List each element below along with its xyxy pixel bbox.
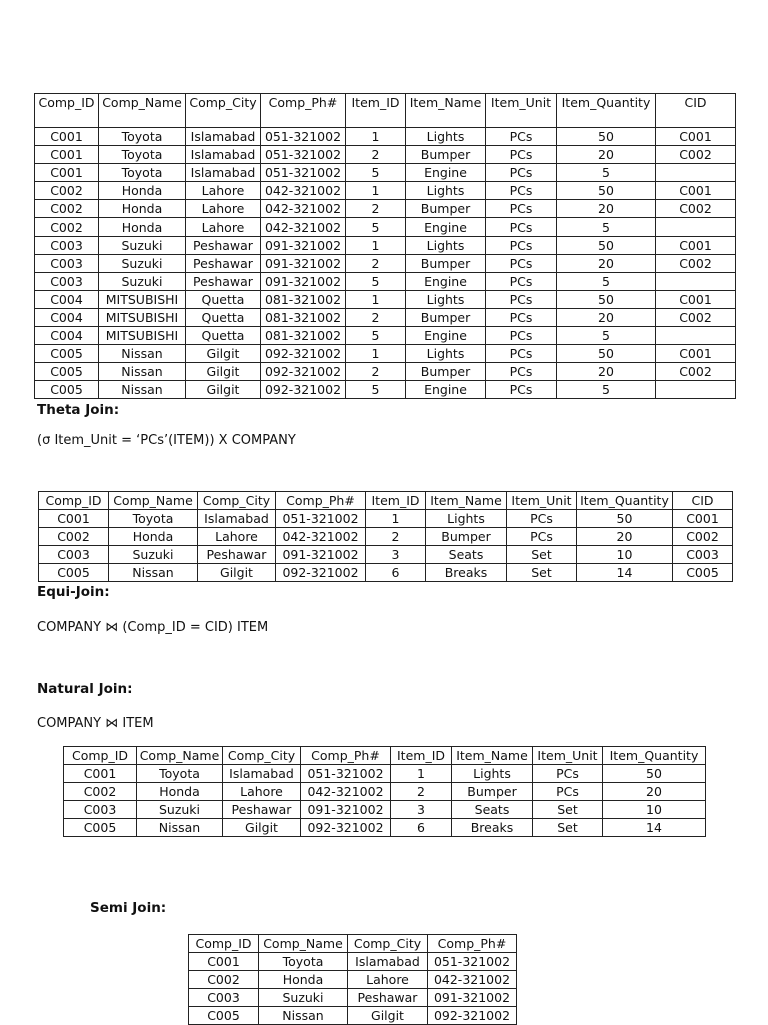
table-cell: Peshawar [186, 272, 261, 290]
table-cell: 091-321002 [276, 546, 366, 564]
table-cell: Engine [406, 272, 486, 290]
table-cell: Engine [406, 327, 486, 345]
column-header: CID [656, 94, 736, 128]
table-cell: 14 [577, 564, 673, 582]
table-cell: 5 [346, 218, 406, 236]
table-cell: PCs [486, 363, 557, 381]
table-cell: Toyota [259, 953, 348, 971]
table-cell: C005 [673, 564, 733, 582]
column-header: Item_Name [426, 492, 507, 510]
column-header: Item_Quantity [603, 747, 706, 765]
natural-join-heading: Natural Join: [37, 681, 133, 697]
table-cell: Toyota [99, 146, 186, 164]
column-header: Comp_Name [99, 94, 186, 128]
table-cell: Toyota [109, 510, 198, 528]
table-row [39, 510, 733, 528]
table-cell: Peshawar [186, 236, 261, 254]
column-header: Item_Unit [533, 747, 603, 765]
semi-join-table [188, 934, 517, 1025]
table-cell: 6 [366, 564, 426, 582]
table-cell: 042-321002 [428, 971, 517, 989]
theta-join-table [38, 491, 733, 582]
table-cell: C005 [64, 819, 137, 837]
column-header: Comp_Ph# [261, 94, 346, 128]
table-cell: Honda [99, 218, 186, 236]
equi-join-heading: Equi-Join: [37, 584, 110, 600]
table-cell: Suzuki [109, 546, 198, 564]
table-cell: C004 [35, 308, 99, 326]
table-cell: 20 [603, 783, 706, 801]
table-cell: 20 [557, 254, 656, 272]
table-cell: Engine [406, 164, 486, 182]
table-cell: C001 [35, 128, 99, 146]
table-cell: 092-321002 [301, 819, 391, 837]
column-header: Comp_City [198, 492, 276, 510]
table-cell: Lahore [186, 218, 261, 236]
table-cell: Gilgit [186, 381, 261, 399]
table-cell: PCs [486, 218, 557, 236]
table-cell: Lights [406, 290, 486, 308]
table-row [35, 345, 736, 363]
table-cell: Islamabad [198, 510, 276, 528]
table-cell: 2 [346, 254, 406, 272]
table-cell: 20 [557, 200, 656, 218]
table-cell: 042-321002 [261, 218, 346, 236]
table-cell: PCs [486, 272, 557, 290]
table-cell: 5 [557, 164, 656, 182]
table-cell: 091-321002 [261, 254, 346, 272]
table-cell: 3 [391, 801, 452, 819]
table-cell: Lights [452, 765, 533, 783]
table-cell: C004 [35, 290, 99, 308]
table-cell: 081-321002 [261, 308, 346, 326]
table-cell: Gilgit [186, 345, 261, 363]
table-row [64, 801, 706, 819]
table-cell: 042-321002 [276, 528, 366, 546]
table-cell: C002 [64, 783, 137, 801]
table-cell: 50 [557, 128, 656, 146]
table-cell: PCs [486, 236, 557, 254]
table-cell: 5 [346, 164, 406, 182]
table-cell: Peshawar [186, 254, 261, 272]
table-cell: Suzuki [137, 801, 223, 819]
table-cell: 051-321002 [301, 765, 391, 783]
table-cell: 1 [346, 236, 406, 254]
table-cell [656, 327, 736, 345]
column-header: Item_Unit [486, 94, 557, 128]
table-cell: Bumper [452, 783, 533, 801]
table-row [35, 236, 736, 254]
table-cell: PCs [486, 182, 557, 200]
table-cell: Lahore [186, 200, 261, 218]
equi-join-expression: COMPANY ⋈ (Comp_ID = CID) ITEM [37, 620, 269, 635]
table-cell: 5 [557, 327, 656, 345]
table-cell: 2 [346, 146, 406, 164]
table-cell: C003 [35, 254, 99, 272]
table-cell: Lahore [223, 783, 301, 801]
table-header-row [189, 935, 517, 953]
table-cell: 1 [346, 128, 406, 146]
column-header: Comp_ID [64, 747, 137, 765]
table-cell: 2 [391, 783, 452, 801]
table-cell: C003 [673, 546, 733, 564]
table-cell: 50 [557, 182, 656, 200]
table-cell: 091-321002 [261, 236, 346, 254]
table-cell: C001 [656, 182, 736, 200]
table-cell: Set [507, 546, 577, 564]
table-cell: C002 [673, 528, 733, 546]
table-cell: 5 [346, 327, 406, 345]
table-cell: Seats [426, 546, 507, 564]
table-cell: Quetta [186, 290, 261, 308]
table-cell: C001 [656, 345, 736, 363]
table-cell: Quetta [186, 308, 261, 326]
table-cell: C003 [39, 546, 109, 564]
table-cell: MITSUBISHI [99, 308, 186, 326]
table-cell: PCs [533, 765, 603, 783]
table-cell: 20 [557, 308, 656, 326]
table-cell: Honda [99, 200, 186, 218]
table-cell: Nissan [99, 363, 186, 381]
table-cell: PCs [486, 254, 557, 272]
table-cell: C002 [189, 971, 259, 989]
table-cell: 3 [366, 546, 426, 564]
table-cell: 5 [557, 381, 656, 399]
table-cell: C005 [35, 381, 99, 399]
table-cell: Peshawar [348, 989, 428, 1007]
table-cell: C002 [656, 254, 736, 272]
table-cell: 051-321002 [276, 510, 366, 528]
table-cell: Peshawar [223, 801, 301, 819]
table-cell: 1 [346, 290, 406, 308]
table-cell: Nissan [99, 381, 186, 399]
column-header: Comp_ID [189, 935, 259, 953]
column-header: Comp_Ph# [301, 747, 391, 765]
table-cell: 081-321002 [261, 290, 346, 308]
table-cell: Bumper [406, 363, 486, 381]
column-header: Item_Name [452, 747, 533, 765]
table-cell: PCs [486, 308, 557, 326]
table-cell: Honda [99, 182, 186, 200]
table-cell: C005 [189, 1007, 259, 1025]
table-cell: 092-321002 [428, 1007, 517, 1025]
table-row [35, 218, 736, 236]
table-cell: Suzuki [99, 236, 186, 254]
table-cell: Honda [137, 783, 223, 801]
table-row [39, 546, 733, 564]
table-cell: 042-321002 [261, 200, 346, 218]
table-cell: Bumper [426, 528, 507, 546]
column-header: Comp_Name [109, 492, 198, 510]
table-cell: 5 [346, 381, 406, 399]
table-cell: C005 [35, 363, 99, 381]
table-row [35, 254, 736, 272]
table-cell: C001 [656, 236, 736, 254]
theta-join-expression: (σ Item_Unit = ‘PCs’(ITEM)) X COMPANY [37, 433, 296, 448]
table-row [39, 564, 733, 582]
table-cell: Lights [406, 128, 486, 146]
table-cell: PCs [486, 327, 557, 345]
column-header: Item_Unit [507, 492, 577, 510]
table-cell: MITSUBISHI [99, 327, 186, 345]
table-cell: Quetta [186, 327, 261, 345]
table-cell: 20 [577, 528, 673, 546]
table-cell: 1 [391, 765, 452, 783]
table-cell: Islamabad [186, 164, 261, 182]
column-header: Comp_ID [35, 94, 99, 128]
table-cell: Toyota [99, 128, 186, 146]
table-cell: Lahore [186, 182, 261, 200]
table-cell: C002 [656, 308, 736, 326]
table-cell: Islamabad [348, 953, 428, 971]
table-cell: C003 [35, 272, 99, 290]
table-cell: Suzuki [99, 254, 186, 272]
table-cell: Nissan [99, 345, 186, 363]
table-cell: Nissan [109, 564, 198, 582]
table-cell: C003 [64, 801, 137, 819]
table-cell: Lights [406, 182, 486, 200]
table-row [35, 182, 736, 200]
table-cell: C001 [656, 128, 736, 146]
table-cell: Peshawar [198, 546, 276, 564]
theta-join-heading: Theta Join: [37, 402, 120, 418]
table-cell: PCs [533, 783, 603, 801]
table-cell: Bumper [406, 308, 486, 326]
table-cell: C001 [656, 290, 736, 308]
table-row [35, 272, 736, 290]
table-cell: 042-321002 [261, 182, 346, 200]
table-cell: PCs [486, 200, 557, 218]
table-cell: 10 [577, 546, 673, 564]
table-cell: C002 [656, 200, 736, 218]
natural-join-table [63, 746, 706, 837]
table-cell: 2 [346, 200, 406, 218]
table-cell: Seats [452, 801, 533, 819]
table-row [35, 327, 736, 345]
table-cell: 092-321002 [261, 381, 346, 399]
natural-join-expression: COMPANY ⋈ ITEM [37, 716, 154, 731]
table-cell: 092-321002 [261, 345, 346, 363]
table-header-row [39, 492, 733, 510]
table-cell: C001 [673, 510, 733, 528]
table-cell [656, 218, 736, 236]
table-cell: Set [533, 819, 603, 837]
table-header-row [35, 94, 736, 128]
column-header: Comp_City [223, 747, 301, 765]
table-row [64, 783, 706, 801]
table-cell: 2 [346, 363, 406, 381]
column-header: Comp_City [186, 94, 261, 128]
table-cell: C001 [189, 953, 259, 971]
table-cell: Gilgit [348, 1007, 428, 1025]
table-cell: Islamabad [186, 146, 261, 164]
column-header: Item_Quantity [577, 492, 673, 510]
table-cell: MITSUBISHI [99, 290, 186, 308]
table-row [35, 308, 736, 326]
table-cell: 051-321002 [261, 128, 346, 146]
table-header-row [64, 747, 706, 765]
table-cell: Set [507, 564, 577, 582]
table-cell: Toyota [99, 164, 186, 182]
table-cell: 091-321002 [428, 989, 517, 1007]
table-cell: 50 [557, 236, 656, 254]
table-cell: Breaks [426, 564, 507, 582]
table-cell: 5 [346, 272, 406, 290]
table-row [35, 290, 736, 308]
table-cell: C002 [656, 363, 736, 381]
table-cell: Lahore [348, 971, 428, 989]
table-cell: 051-321002 [261, 164, 346, 182]
table-cell: 6 [391, 819, 452, 837]
table-cell: C005 [35, 345, 99, 363]
table-cell: PCs [507, 510, 577, 528]
table-cell: 092-321002 [276, 564, 366, 582]
table-cell: 1 [346, 345, 406, 363]
table-cell: 1 [346, 182, 406, 200]
table-cell: C002 [39, 528, 109, 546]
table-cell: Honda [259, 971, 348, 989]
table-cell [656, 381, 736, 399]
table-row [35, 381, 736, 399]
table-cell: Bumper [406, 146, 486, 164]
table-cell: Lahore [198, 528, 276, 546]
table-cell: PCs [486, 381, 557, 399]
table-cell: C003 [189, 989, 259, 1007]
table-cell: Gilgit [186, 363, 261, 381]
table-cell: Bumper [406, 200, 486, 218]
table-cell: C001 [64, 765, 137, 783]
table-cell: C002 [656, 146, 736, 164]
table-cell: C002 [35, 200, 99, 218]
table-cell: Islamabad [186, 128, 261, 146]
table-cell: Engine [406, 218, 486, 236]
table-cell: Nissan [137, 819, 223, 837]
table-cell: 14 [603, 819, 706, 837]
semi-join-heading: Semi Join: [90, 900, 167, 916]
column-header: Item_Name [406, 94, 486, 128]
table-cell: C002 [35, 182, 99, 200]
table-row [35, 363, 736, 381]
table-cell: 20 [557, 363, 656, 381]
table-cell: Honda [109, 528, 198, 546]
table-cell: Breaks [452, 819, 533, 837]
table-cell: PCs [507, 528, 577, 546]
column-header: Item_ID [346, 94, 406, 128]
column-header: Comp_Name [137, 747, 223, 765]
table-row [35, 164, 736, 182]
table-cell: PCs [486, 146, 557, 164]
table-cell: Nissan [259, 1007, 348, 1025]
table-cell: 5 [557, 218, 656, 236]
table-cell: Toyota [137, 765, 223, 783]
column-header: Item_ID [391, 747, 452, 765]
table-cell: Lights [406, 345, 486, 363]
table-cell: C002 [35, 218, 99, 236]
table-cell: C005 [39, 564, 109, 582]
table-cell: C001 [35, 164, 99, 182]
table-row [39, 528, 733, 546]
table-cell: Gilgit [223, 819, 301, 837]
table-row [189, 1007, 517, 1025]
table-cell: 091-321002 [301, 801, 391, 819]
table-cell: 091-321002 [261, 272, 346, 290]
table-row [35, 200, 736, 218]
table-cell: PCs [486, 290, 557, 308]
table-cell: C003 [35, 236, 99, 254]
table-cell: 081-321002 [261, 327, 346, 345]
table-cell: C001 [39, 510, 109, 528]
cartesian-product-table [34, 93, 736, 399]
table-row [64, 765, 706, 783]
table-cell: 5 [557, 272, 656, 290]
table-cell: 10 [603, 801, 706, 819]
table-cell: 051-321002 [428, 953, 517, 971]
column-header: Item_ID [366, 492, 426, 510]
table-cell: Engine [406, 381, 486, 399]
table-cell: 1 [366, 510, 426, 528]
table-row [64, 819, 706, 837]
table-cell: Suzuki [259, 989, 348, 1007]
table-cell: 50 [557, 345, 656, 363]
table-cell: 2 [346, 308, 406, 326]
table-cell [656, 272, 736, 290]
table-cell: C001 [35, 146, 99, 164]
table-cell: Islamabad [223, 765, 301, 783]
column-header: Comp_City [348, 935, 428, 953]
table-cell: Lights [406, 236, 486, 254]
column-header: Item_Quantity [557, 94, 656, 128]
table-cell: 2 [366, 528, 426, 546]
column-header: Comp_Ph# [276, 492, 366, 510]
table-cell: Gilgit [198, 564, 276, 582]
table-row [35, 128, 736, 146]
table-cell: 20 [557, 146, 656, 164]
column-header: Comp_Name [259, 935, 348, 953]
table-cell: 051-321002 [261, 146, 346, 164]
table-cell: PCs [486, 345, 557, 363]
table-row [189, 953, 517, 971]
table-cell: 50 [577, 510, 673, 528]
table-row [35, 146, 736, 164]
table-cell: Suzuki [99, 272, 186, 290]
table-cell: PCs [486, 128, 557, 146]
table-cell: Set [533, 801, 603, 819]
column-header: Comp_ID [39, 492, 109, 510]
table-row [189, 971, 517, 989]
table-cell [656, 164, 736, 182]
table-cell: Bumper [406, 254, 486, 272]
table-cell: 042-321002 [301, 783, 391, 801]
table-cell: PCs [486, 164, 557, 182]
table-cell: 50 [603, 765, 706, 783]
column-header: Comp_Ph# [428, 935, 517, 953]
table-row [189, 989, 517, 1007]
column-header: CID [673, 492, 733, 510]
table-cell: 092-321002 [261, 363, 346, 381]
table-cell: 50 [557, 290, 656, 308]
table-cell: C004 [35, 327, 99, 345]
table-cell: Lights [426, 510, 507, 528]
